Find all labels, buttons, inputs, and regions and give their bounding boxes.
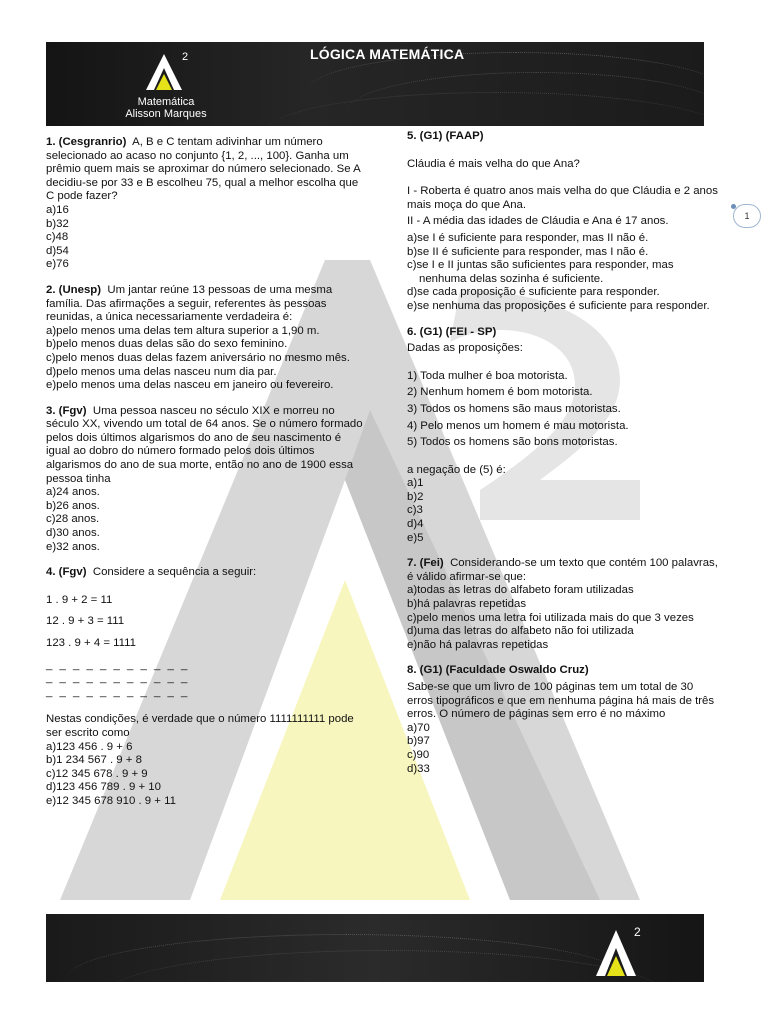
brand-line-2: Alisson Marques — [125, 108, 207, 120]
question-3-text: Uma pessoa nasceu no século XIX e morreu no século XX, vivendo um total de 64 anos. Se o número formado pelos dois últimos algarismos do ano de seu nascimento é igual ao dobro do número formado pelos dois últimos algarismos do ano de sua morte, então no ano de 1900 essa pessoa tinha — [46, 404, 363, 485]
left-column — [46, 136, 366, 821]
question-7-option: b)há palavras repetidas — [407, 598, 527, 611]
question-3-head: 3. (Fgv) — [46, 404, 87, 417]
question-3-option: c)28 anos. — [46, 513, 100, 526]
question-6-text: Dadas as proposições: — [407, 342, 523, 355]
question-6 — [407, 326, 719, 546]
question-8-head: 8. (G1) (Faculdade Oswaldo Cruz) — [407, 664, 589, 677]
question-8-option: c)90 — [407, 748, 430, 761]
question-4-option: b)1 234 567 . 9 + 8 — [46, 754, 142, 767]
brand-logo-icon — [142, 48, 192, 92]
question-2-text: Um jantar reúne 13 pessoas de uma mesma família. Das afirmações a seguir, referentes às pessoas reunidas, a única necessariamente verdadeira é: — [46, 283, 333, 324]
question-7-option: d)uma das letras do alfabeto não foi utilizada — [407, 625, 634, 638]
footer-logo-superscript: 2 — [634, 925, 641, 939]
question-5-text: Cláudia é mais velha do que Ana? — [407, 157, 580, 170]
question-1-option: a)16 — [46, 203, 69, 216]
question-6-head: 6. (G1) (FEI - SP) — [407, 325, 497, 338]
question-1-head: 1. (Cesgranrio) — [46, 136, 127, 148]
question-3-option: a)24 anos. — [46, 486, 100, 499]
proposition: 1) Toda mulher é boa motorista. — [407, 369, 568, 382]
question-4 — [46, 566, 366, 808]
question-6-option: c)3 — [407, 504, 423, 517]
sequence-line: 1 . 9 + 2 = 11 — [46, 593, 113, 606]
question-8-option: a)70 — [407, 721, 430, 734]
proposition: 5) Todos os homens são bons motoristas. — [407, 436, 618, 449]
question-8-text: Sabe-se que um livro de 100 páginas tem um total de 30 erros tipográficos e que em nenhuma página há mais de três erros. O número de páginas sem erro é no máximo — [407, 681, 715, 721]
question-2-option: e)pelo menos uma delas nasceu em janeiro ou fevereiro. — [46, 379, 334, 392]
sequence-line: 12 . 9 + 3 = 111 — [46, 615, 125, 628]
question-7-head: 7. (Fei) — [407, 557, 444, 570]
question-3-option: d)30 anos. — [46, 527, 100, 540]
blank-line: _ _ _ _ _ _ _ _ _ _ _ — [46, 658, 190, 671]
footer-banner — [46, 914, 704, 982]
question-4-option: c)12 345 678 . 9 + 9 — [46, 767, 148, 780]
blank-line: _ _ _ _ _ _ _ _ _ _ _ — [46, 685, 190, 698]
question-3-option: b)26 anos. — [46, 499, 100, 512]
question-1-option: d)54 — [46, 244, 69, 257]
footer-logo-icon — [594, 920, 644, 978]
question-7-option: e)não há palavras repetidas — [407, 638, 549, 651]
question-4-option: d)123 456 789 . 9 + 10 — [46, 781, 161, 794]
question-5-option: e)se nenhuma das proposições é suficiente para responder. — [407, 299, 710, 312]
question-4-text-2: Nestas condições, é verdade que o número 1111111111 pode ser escrito como — [46, 713, 354, 739]
question-1-option: b)32 — [46, 217, 69, 230]
question-2-option: d)pelo menos uma delas nasceu num dia par. — [46, 365, 277, 378]
question-6-option: e)5 — [407, 531, 424, 544]
question-7-option: a)todas as letras do alfabeto foram utilizadas — [407, 584, 634, 597]
question-5 — [407, 130, 719, 314]
question-8-option: d)33 — [407, 762, 430, 775]
question-8-option: b)97 — [407, 735, 430, 748]
question-5-option: d)se cada proposição é suficiente para responder. — [407, 286, 660, 299]
blank-line: _ _ _ _ _ _ _ _ _ _ _ — [46, 672, 190, 685]
question-7-text: Considerando-se um texto que contém 100 palavras, é válido afirmar-se que: — [407, 557, 718, 583]
question-4-option: e)12 345 678 910 . 9 + 11 — [46, 794, 176, 807]
question-7-option: c)pelo menos uma letra foi utilizada mais do que 3 vezes — [407, 611, 694, 624]
brand-name — [116, 96, 216, 120]
question-3-option: e)32 anos. — [46, 540, 100, 553]
statement-2: II - A média das idades de Cláudia e Ana é 17 anos. — [407, 215, 669, 228]
question-5-option: b)se II é suficiente para responder, mas I não é. — [407, 245, 649, 258]
question-1 — [46, 136, 366, 272]
logo-superscript: 2 — [182, 51, 189, 63]
proposition: 4) Pelo menos um homem é mau motorista. — [407, 419, 629, 432]
question-2-option: a)pelo menos uma delas tem altura superior a 1,90 m. — [46, 324, 320, 337]
brand-line-1: Matemática — [137, 96, 195, 108]
question-4-head: 4. (Fgv) — [46, 566, 87, 579]
question-2 — [46, 284, 366, 393]
question-4-text: Considere a sequência a seguir: — [92, 566, 257, 579]
question-8 — [407, 664, 719, 776]
question-5-option: c)se I e II juntas são suficientes para responder, mas nenhuma delas sozinha é suficiente. — [407, 259, 674, 285]
page-title: LÓGICA MATEMÁTICA — [310, 46, 465, 62]
question-2-option: b)pelo menos duas delas são do sexo feminino. — [46, 338, 288, 351]
header-banner — [46, 42, 704, 126]
question-4-option: a)123 456 . 9 + 6 — [46, 740, 133, 753]
right-column — [407, 130, 719, 788]
proposition: 3) Todos os homens são maus motoristas. — [407, 402, 621, 415]
question-6-option: a)1 — [407, 477, 424, 490]
question-5-option: a)se I é suficiente para responder, mas II não é. — [407, 231, 649, 244]
proposition: 2) Nenhum homem é bom motorista. — [407, 386, 593, 399]
sequence-line: 123 . 9 + 4 = 1111 — [46, 637, 136, 649]
question-1-option: c)48 — [46, 231, 69, 244]
question-7 — [407, 557, 719, 652]
question-3 — [46, 405, 366, 555]
page-number-badge[interactable]: 1 — [733, 204, 761, 228]
question-6-option: b)2 — [407, 490, 424, 503]
question-6-text-2: a negação de (5) é: — [407, 463, 506, 476]
question-1-option: e)76 — [46, 258, 69, 271]
question-2-head: 2. (Unesp) — [46, 283, 102, 296]
question-6-option: d)4 — [407, 518, 424, 531]
question-2-option: c)pelo menos duas delas fazem aniversário no mesmo mês. — [46, 351, 350, 364]
question-1-text: A, B e C tentam adivinhar um número selecionado ao acaso no conjunto {1, 2, ..., 100}. Ganha um prêmio quem mais se aproximar do número selecionado. Se A decidiu-se por 33 e B escolheu 75, qual a melhor escolha que C pode fazer? — [46, 136, 361, 203]
statement-1: I - Roberta é quatro anos mais velha do que Cláudia e 2 anos mais moça do que Ana. — [407, 185, 718, 211]
question-5-head: 5. (G1) (FAAP) — [407, 130, 484, 142]
